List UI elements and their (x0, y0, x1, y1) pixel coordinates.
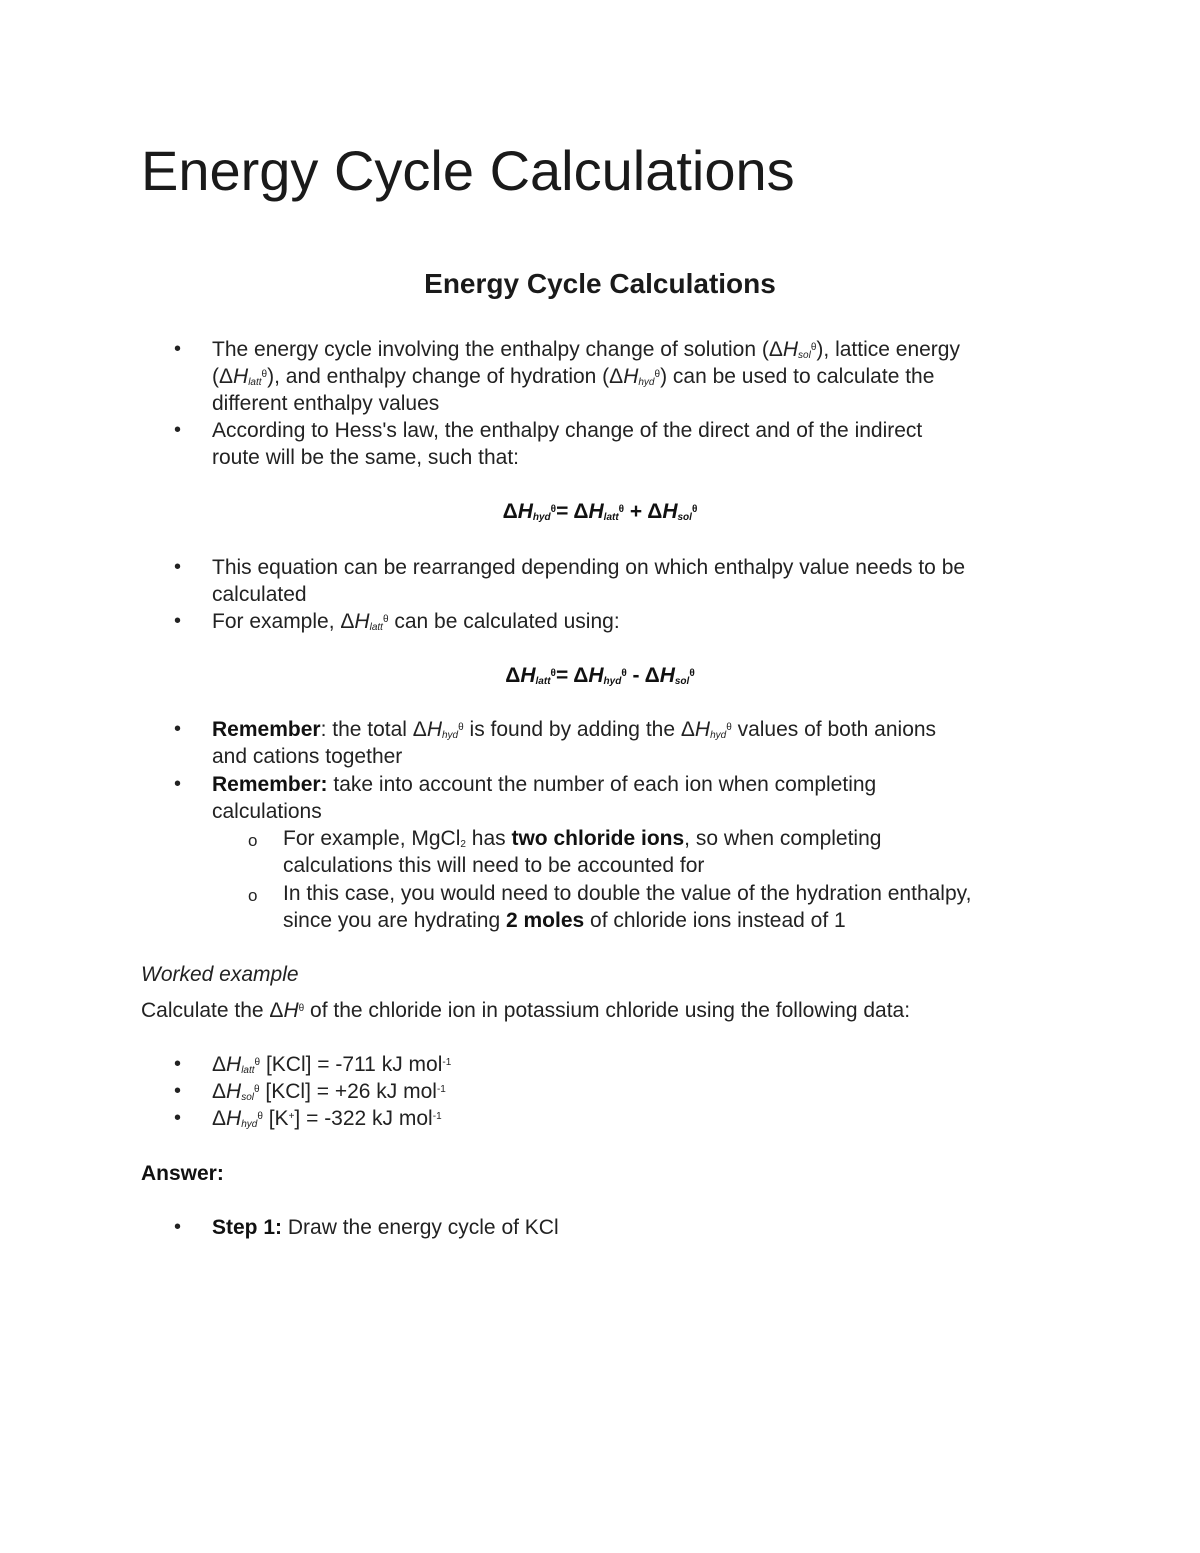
bullet-marker: • (174, 1216, 182, 1238)
bullet-marker: • (174, 610, 182, 632)
data-item-1: $\Delta H_{latt}^\theta$ [KCl] = -711 kJ mol$^{-1}$ (212, 1053, 452, 1076)
bullet-marker: • (174, 718, 182, 740)
sub-bullet-marker: o (248, 886, 258, 905)
bullet-marker: • (174, 419, 182, 441)
equation-hess-2: $\Delta H_{latt}^\theta= \Delta H_{hyd}^\theta - \Delta H_{sol}^\theta$ (505, 664, 695, 687)
bullet-marker: • (174, 773, 182, 795)
bullet-text-3: This equation can be rearranged depending on which enthalpy value needs to be calculated (212, 556, 966, 606)
sub-bullet-marker: o (248, 831, 258, 850)
sub-bullet-text-2: In this case, you would need to double the value of the hydration enthalpy, since you are hydrating 2 moles of chloride ions instead of 1 (283, 882, 972, 932)
bullet-marker: • (174, 338, 182, 360)
bullet-marker: • (174, 1107, 182, 1129)
step-1-text: Step 1: Draw the energy cycle of KCl (212, 1216, 559, 1239)
worked-example-label: Worked example (141, 963, 299, 986)
bullet-text-5: Remember: the total $\Delta H_{hyd}^\theta$ is found by adding the $\Delta H_{hyd}^\theta$ values of both anions and cations together (212, 718, 937, 768)
data-item-2: $\Delta H_{sol}^\theta$ [KCl] = +26 kJ mol$^{-1}$ (212, 1080, 446, 1103)
answer-label: Answer: (141, 1162, 224, 1185)
page-title: Energy Cycle Calculations (141, 139, 795, 202)
bullet-marker: • (174, 1080, 182, 1102)
bullet-text-1: The energy cycle involving the enthalpy change of solution $(\Delta H_{sol}^\theta)$, lattice energy $(\Delta H_{latt}^\theta)$, and enthalpy change of hydration $(\Delta H_{hyd}^\theta)$ can be used to calculate the different enthalpy values (212, 338, 960, 415)
bullet-text-6: Remember: take into account the number of each ion when completing calculations (212, 773, 877, 823)
equation-hess-1: $\Delta H_{hyd}^\theta= \Delta H_{latt}^\theta + \Delta H_{sol}^\theta$ (502, 500, 698, 523)
bullet-text-2: According to Hess's law, the enthalpy change of the direct and of the indirect route will be the same, such that: (212, 419, 923, 469)
section-heading: Energy Cycle Calculations (424, 268, 776, 299)
sub-bullet-text-1: For example, MgCl$_2$ has two chloride ions, so when completing calculations this will need to be accounted for (283, 827, 882, 877)
data-item-3: $\Delta H_{hyd}^\theta$ [K+] = -322 kJ mol$^{-1}$ (212, 1107, 442, 1130)
bullet-text-4: For example, $\Delta H_{latt}^\theta$ can be calculated using: (212, 610, 620, 633)
bullet-marker: • (174, 556, 182, 578)
bullet-marker: • (174, 1053, 182, 1075)
worked-example-intro: Calculate the $\Delta H^\theta$ of the chloride ion in potassium chloride using the following data: (141, 999, 911, 1022)
